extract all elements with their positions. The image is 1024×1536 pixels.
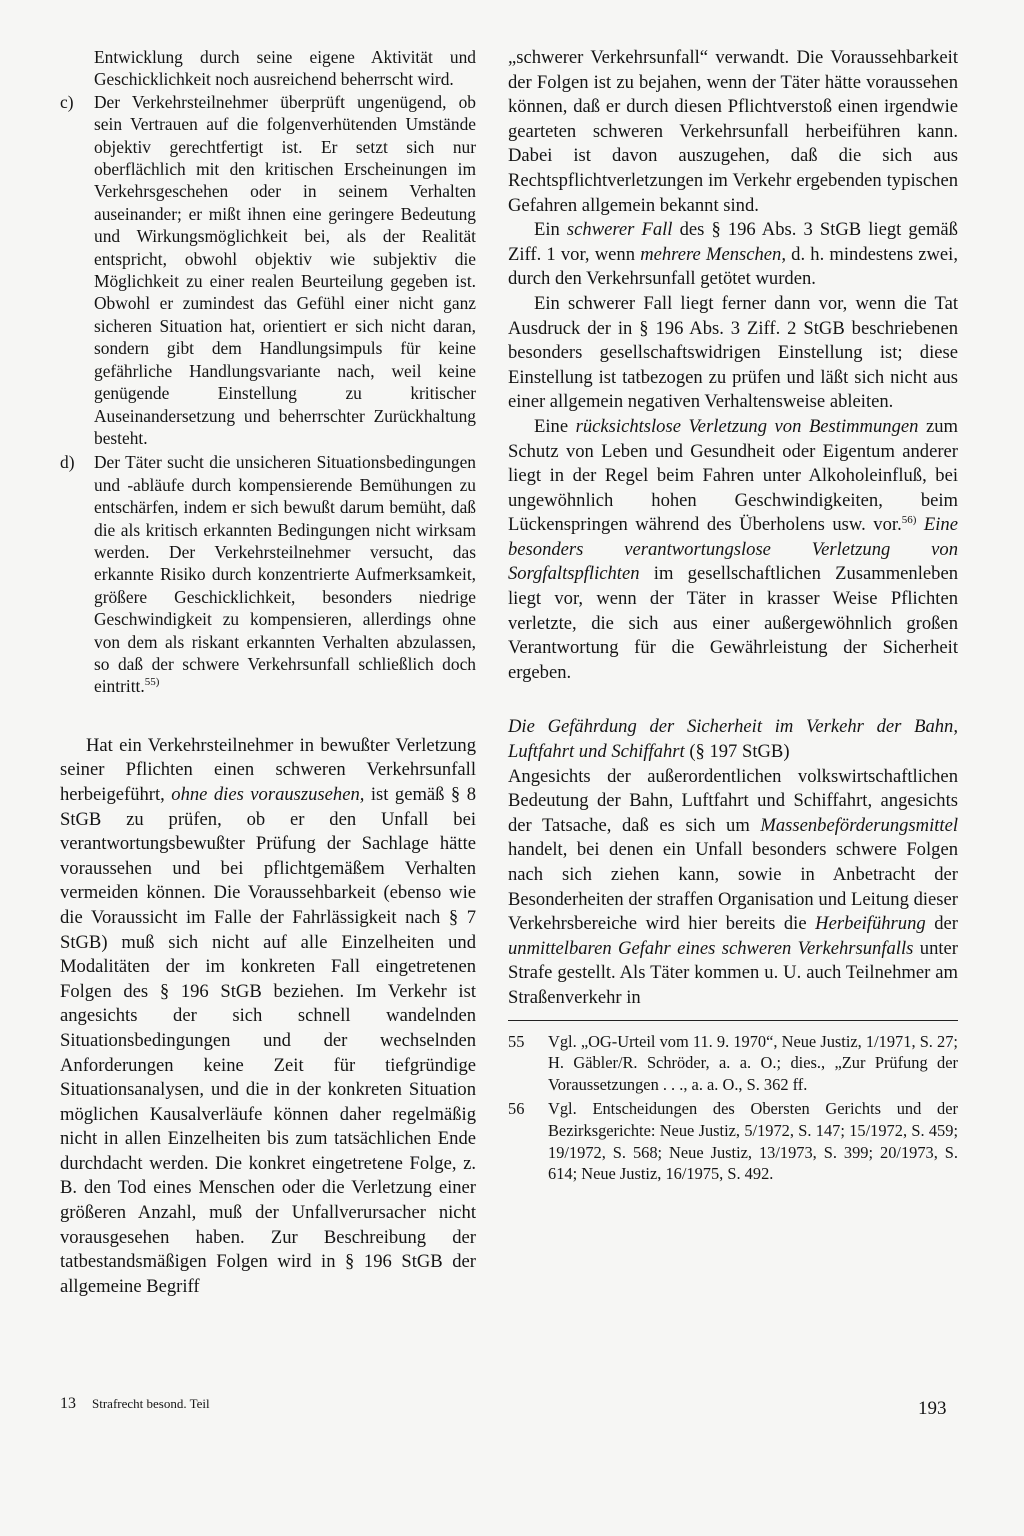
emphasis-text: mehrere Menschen,	[640, 243, 786, 265]
body-text: Ein	[534, 219, 567, 241]
body-text: der	[925, 913, 958, 935]
emphasis-text: Herbeiführung	[815, 913, 926, 935]
emphasis-text: Eine besonders verantwortungslose Verletzung von Sorgfaltspflichten	[508, 514, 958, 585]
emphasis-text: Massenbeförderungsmittel	[760, 814, 958, 836]
body-text: handelt, bei denen ein Unfall besonders schwere Folgen nach sich ziehen kann, sowie in Anbetracht der Besonderheiten der straffen Organisation und Leitung dieser Verkehrsbereiche wird hier bereits die	[508, 839, 958, 935]
footnote-number: 56	[508, 1099, 525, 1119]
body-paragraph	[508, 218, 958, 292]
section-paragraph	[508, 765, 958, 1011]
emphasis-text: schwerer Fall	[566, 219, 673, 241]
list-marker: d)	[60, 452, 75, 473]
footnote-56	[508, 1098, 958, 1184]
footnote-reference: 55)	[144, 676, 160, 689]
body-text: Hat ein Verkehrsteilnehmer in bewußter Verletzung seiner Pflichten einen schweren Verkehrsunfall herbeigeführt,	[60, 734, 476, 805]
emphasis-text: ohne dies vorauszusehen,	[171, 783, 365, 805]
list-continuation: Entwicklung durch seine eigene Aktivität und Geschicklichkeit noch ausreichend beherrscht wird.	[94, 47, 476, 90]
body-paragraph	[508, 415, 958, 686]
list-item-c	[60, 91, 476, 450]
emphasis-text: rücksichtslose Verletzung von Bestimmungen	[575, 415, 919, 437]
body-text: des § 196 Abs. 3 StGB liegt gemäß Ziff. 1 vor, wenn	[508, 219, 958, 265]
list-marker: c)	[60, 91, 74, 112]
page-footer-signature	[60, 1395, 210, 1413]
body-text: zum Schutz von Leben und Gesundheit oder Eigentum anderer liegt in der Regel beim Fahren unter Alkoholeinfluß, bei ungewöhnlich hohen Geschwindigkeiten, beim Lückenspringen während des Überholens usw. vor.	[508, 415, 958, 536]
footnote-divider	[508, 1020, 958, 1021]
sheet-number: 13	[60, 1395, 76, 1412]
section-heading	[508, 715, 958, 764]
body-text: unter Strafe gestellt. Als Täter kommen u. U. auch Teilnehmer am Straßenverkehr in	[508, 937, 958, 1008]
body-text: d. h. mindestens zwei, durch den Verkehrsunfall getötet wurden.	[508, 243, 958, 290]
list-item-d	[60, 451, 476, 697]
body-text: ist gemäß § 8 StGB zu prüfen, ob er den Unfall bei verantwortungsbewußter Prüfung der Sachlage hätte voraussehen und bei pflichtgemäßem Verhalten vermeiden können. Die Voraussehbarkeit (ebenso wie die Voraussicht im Falle der Fahrlässigkeit nach § 7 StGB) muß sich nicht auf alle Einzelheiten und Modalitäten der im konkreten Fall eingetretenen Folgen des § 196 StGB beziehen. Im Verkehr ist angesichts der sich schnell wandelnden Situationsbedingungen und der wechselnden Anforderungen keine Zeit für tiefgründige Situationsanalysen, und die in der konkreten Situation möglichen Kausalverläufe können daher regelmäßig nicht in allen Einzelheiten bis zum tatsächlichen Ende durchdacht werden. Die konkret eingetretene Folge, z. B. den Tod eines Menschen oder die Verletzung einer größeren Anzahl, muß der Unfallverursacher nicht vorausgesehen haben. Zur Beschreibung der tatbestandsmäßigen Folgen wird in § 196 StGB der allgemeine Begriff	[60, 783, 476, 1297]
sheet-title: Strafrecht besond. Teil	[92, 1396, 210, 1411]
emphasis-text: unmittelbaren Gefahr eines schweren Verkehrsunfalls	[508, 937, 914, 959]
right-column	[508, 46, 958, 1188]
body-paragraph	[60, 734, 476, 1300]
body-paragraph: „schwerer Verkehrsunfall“ verwandt. Die Voraussehbarkeit der Folgen ist zu bejahen, wenn der Täter hätte voraussehen können, daß er durch diesen Pflichtverstoß einen irgendwie gearteten schweren Verkehrsunfall herbeiführen kann. Dabei ist davon auszugehen, daß die sich aus Rechtspflichtverletzungen im Verkehr ergebenden typischen Gefahren allgemein bekannt sind.	[508, 47, 958, 216]
page-number: 193	[918, 1398, 947, 1419]
list-item-text: Der Täter sucht die unsicheren Situationsbedingungen und -abläufe durch kompensierende Bemühungen zu entschärfen, indem er sich bewußt darum bemüht, daß die als kritisch erkannten Bedingungen nicht wirksam werden. Der Verkehrsteilnehmer versucht, das erkannte Risiko durch konzentrierte Aufmerksamkeit, größere Geschicklichkeit, besonders niedrige Geschwindigkeit zu kompensieren, allerdings ohne von dem als riskant erkannten Verhalten abzulassen, so daß der schwere Verkehrsunfall schließlich doch eintritt.	[94, 452, 476, 697]
footnote-text: Vgl. „OG-Urteil vom 11. 9. 1970“, Neue Justiz, 1/1971, S. 27; H. Gäbler/R. Schröder, a. a. O.; dies., „Zur Prüfung der Voraussetzungen . . ., a. a. O., S. 362 ff.	[548, 1031, 958, 1094]
body-text: Eine	[534, 415, 576, 437]
section-reference: (§ 197 StGB)	[684, 741, 790, 763]
footnote-reference: 56)	[901, 514, 917, 527]
left-column	[60, 46, 476, 1299]
footnote-text: Vgl. Entscheidungen des Obersten Gerichts und der Bezirksgerichte: Neue Justiz, 5/1972, S. 147; 15/1972, S. 459; 19/1972, S. 568; Neue Justiz, 13/1973, S. 399; 20/1973, S. 614; Neue Justiz, 16/1975, S. 492.	[548, 1099, 958, 1184]
body-text: Angesichts der außerordentlichen volkswirtschaftlichen Bedeutung der Bahn, Luftfahrt und Schiffahrt, angesichts der Tatsache, daß es sich um	[508, 765, 958, 836]
list-item-text: Der Verkehrsteilnehmer überprüft ungenügend, ob sein Vertrauen auf die folgenverhütenden Umstände objektiv gerechtfertigt ist. Er setzt sich nur oberflächlich mit den kritischen Erscheinungen im Verkehrsgeschehen oder in seinem Verhalten auseinander; er mißt ihnen eine geringere Bedeutung und Wirkungsmöglichkeit bei, als der Realität entspricht, obwohl objektiv wie subjektiv die Möglichkeit zu einer realen Beurteilung gegeben ist. Obwohl er zumindest das Gefühl einer nicht ganz sicheren Situation hat, orientiert er sich nicht daran, sondern gibt dem Handlungsimpuls für keine gefährliche Handlungsvariante nach, weil keine genügende Einstellung zu kritischer Auseinandersetzung und beherrschter Zurückhaltung besteht.	[94, 91, 476, 448]
footnote-number: 55	[508, 1031, 525, 1051]
footnote-55	[508, 1031, 958, 1096]
body-text: im gesellschaftlichen Zusammenleben liegt vor, wenn der Täter in krasser Weise Pflichten verletzte, die sich aus einer außergewöhnlich großen Verantwortung für die Gewährleistung der Sicherheit ergeben.	[508, 563, 958, 683]
body-paragraph: Ein schwerer Fall liegt ferner dann vor, wenn die Tat Ausdruck der in § 196 Abs. 3 Ziff. 2 StGB beschriebenen besonders gesellschaftswidrigen Einstellung ist; diese Einstellung ist tatbezogen zu prüfen und läßt sich nicht aus einer allgemein negativen Verhaltensweise ableiten.	[508, 292, 958, 413]
section-title: Die Gefährdung der Sicherheit im Verkehr der Bahn, Luftfahrt und Schiffahrt	[508, 716, 958, 763]
